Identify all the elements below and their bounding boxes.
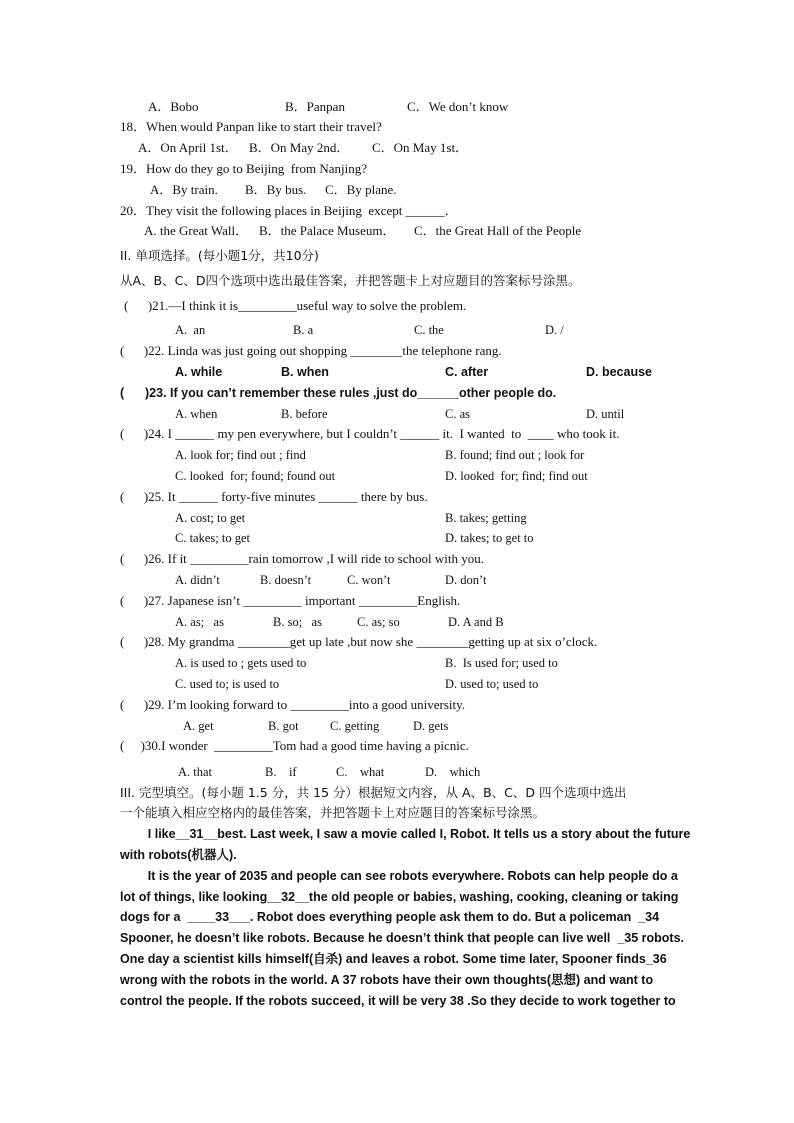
q25-option-d: D. takes; to get to bbox=[445, 531, 534, 545]
q25-stem: ( )25. It ______ forty-five minutes ______ there by bus. bbox=[120, 489, 428, 504]
q22-option-b: B. when bbox=[281, 365, 329, 379]
q20-stem: 20．They visit the following places in Beijing except ______． bbox=[120, 203, 458, 218]
passage-line-3: It is the year of 2035 and people can see robots everywhere. Robots can help people do a bbox=[120, 869, 678, 883]
q19-option-c: C．By plane. bbox=[325, 182, 397, 197]
passage-line-1: I like__31__best. Last week, I saw a movie called I, Robot. It tells us a story about the future bbox=[120, 827, 691, 841]
q23-option-b: B. before bbox=[281, 407, 328, 421]
q30-option-a: A. that bbox=[178, 765, 213, 779]
q19-stem: 19．How do they go to Beijing from Nanjing? bbox=[120, 161, 367, 176]
passage-line-6: Spooner, he doesn’t like robots. Because he doesn’t think that people can live well _35 robots. bbox=[120, 931, 685, 945]
q20-option-c: C．the Great Hall of the People bbox=[414, 223, 582, 238]
q17-option-c: C．We don’t know bbox=[407, 99, 509, 114]
q19-option-b: B．By bus. bbox=[245, 182, 307, 197]
q22-option-a: A. while bbox=[175, 365, 223, 379]
q18-stem: 18．When would Panpan like to start their travel? bbox=[120, 119, 382, 134]
q24-option-d: D. looked for; find; find out bbox=[445, 469, 588, 483]
q24-stem: ( )24. I ______ my pen everywhere, but I couldn’t ______ it. I wanted to ____ who took it. bbox=[120, 426, 620, 441]
q23-option-c: C. as bbox=[445, 407, 470, 421]
q20-option-b: B．the Palace Museum． bbox=[259, 223, 396, 238]
q23-option-a: A. when bbox=[175, 407, 218, 421]
q26-stem: ( )26. If it _________rain tomorrow ,I will ride to school with you. bbox=[120, 551, 484, 566]
q24-option-a: A. look for; find out ; find bbox=[175, 448, 306, 462]
q29-stem: ( )29. I’m looking forward to _________into a good university. bbox=[120, 697, 466, 712]
q18-option-a: A．On April 1st． bbox=[138, 140, 238, 155]
section3-instruction: 一个能填入相应空格内的最佳答案，并把答题卡上对应题目的答案标号涂黑。 bbox=[120, 805, 546, 820]
q29-option-a: A. get bbox=[183, 719, 214, 733]
q27-option-a: A. as; as bbox=[175, 615, 224, 629]
q29-option-c: C. getting bbox=[330, 719, 380, 733]
q18-option-b: B．On May 2nd． bbox=[249, 140, 350, 155]
q29-option-d: D. gets bbox=[413, 719, 449, 733]
q20-option-a: A. the Great Wall． bbox=[144, 223, 249, 238]
section2-title: II. 单项选择。(每小题1分，共10分) bbox=[120, 248, 319, 263]
section3-title: III. 完型填空。(每小题 1.5 分，共 15 分）根据短文内容，从 A、B、C、D 四个选项中选出 bbox=[120, 785, 627, 800]
q25-option-a: A. cost; to get bbox=[175, 511, 246, 525]
q22-option-c: C. after bbox=[445, 365, 489, 379]
q28-option-c: C. used to; is used to bbox=[175, 677, 280, 691]
q28-option-d: D. used to; used to bbox=[445, 677, 539, 691]
section2-instruction: 从A、B、C、D四个选项中选出最佳答案，并把答题卡上对应题目的答案标号涂黑。 bbox=[120, 273, 581, 288]
q26-option-b: B. doesn’t bbox=[260, 573, 312, 587]
q30-option-b: B. if bbox=[265, 765, 297, 779]
q26-option-c: C. won’t bbox=[347, 573, 391, 587]
q27-stem: ( )27. Japanese isn’t _________ important _________English. bbox=[120, 593, 461, 608]
q24-option-b: B. found; find out ; look for bbox=[445, 448, 585, 462]
q24-option-c: C. looked for; found; found out bbox=[175, 469, 336, 483]
q23-option-d: D. until bbox=[586, 407, 625, 421]
q18-option-c: C．On May 1st． bbox=[372, 140, 469, 155]
q30-option-c: C. what bbox=[336, 765, 385, 779]
q22-stem: ( )22. Linda was just going out shopping ________the telephone rang. bbox=[120, 343, 502, 358]
passage-line-7: One day a scientist kills himself(自杀) and leaves a robot. Some time later, Spooner finds_36 bbox=[120, 952, 667, 966]
q28-stem: ( )28. My grandma ________get up late ,but now she ________getting up at six o’clock. bbox=[120, 634, 598, 649]
q21-stem: ( )21.—I think it is_________useful way to solve the problem. bbox=[124, 298, 467, 313]
q17-option-a: A．Bobo bbox=[148, 99, 199, 114]
q27-option-d: D. A and B bbox=[448, 615, 504, 629]
q30-option-d: D. which bbox=[425, 765, 481, 779]
passage-line-5: dogs for a ____33___. Robot does everything people ask them to do. But a policeman _34 bbox=[120, 910, 660, 924]
passage-line-9: control the people. If the robots succeed, it will be very 38 .So they decide to work together to bbox=[120, 994, 676, 1008]
q30-stem: ( )30.I wonder _________Tom had a good time having a picnic. bbox=[120, 738, 469, 753]
q21-option-c: C. the bbox=[414, 323, 444, 337]
passage-line-2: with robots(机器人). bbox=[120, 848, 237, 862]
q28-option-b: B. Is used for; used to bbox=[445, 656, 558, 670]
q25-option-c: C. takes; to get bbox=[175, 531, 250, 545]
passage-line-8: wrong with the robots in the world. A 37 robots have their own thoughts(思想) and want to bbox=[120, 973, 654, 987]
q26-option-a: A. didn’t bbox=[175, 573, 220, 587]
passage-line-4: lot of things, like looking__32__the old people or babies, washing, cooking, cleaning or taking bbox=[120, 890, 679, 904]
q21-option-d: D. / bbox=[545, 323, 564, 337]
q21-option-a: A. an bbox=[175, 323, 206, 337]
q27-option-c: C. as; so bbox=[357, 615, 400, 629]
q23-stem: ( )23. If you can’t remember these rules ,just do______other people do. bbox=[120, 386, 557, 400]
q25-option-b: B. takes; getting bbox=[445, 511, 527, 525]
q26-option-d: D. don’t bbox=[445, 573, 487, 587]
q21-option-b: B. a bbox=[293, 323, 314, 337]
q27-option-b: B. so; as bbox=[273, 615, 322, 629]
q28-option-a: A. is used to ; gets used to bbox=[175, 656, 307, 670]
q29-option-b: B. got bbox=[268, 719, 299, 733]
q22-option-d: D. because bbox=[586, 365, 653, 379]
q17-option-b: B．Panpan bbox=[285, 99, 345, 114]
q19-option-a: A．By train. bbox=[150, 182, 218, 197]
